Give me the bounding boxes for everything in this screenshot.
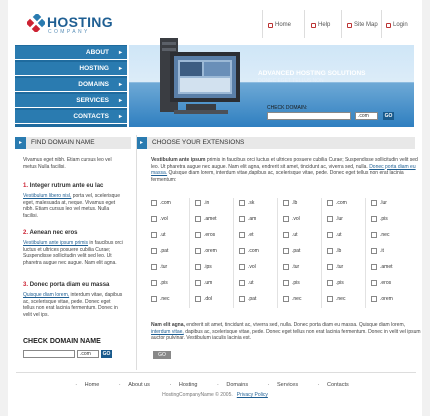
info-block-3 (23, 282, 123, 318)
extension-checkbox[interactable] (195, 232, 201, 238)
extension-checkbox[interactable] (195, 280, 201, 286)
extension-checkbox[interactable] (327, 296, 333, 302)
extension-option[interactable] (195, 296, 212, 302)
extension-option[interactable] (239, 200, 254, 206)
extension-option[interactable] (239, 264, 256, 270)
extension-label: .lb (336, 248, 342, 254)
extension-checkbox[interactable] (195, 296, 201, 302)
grid-divider (233, 198, 234, 308)
extension-label: .um (204, 280, 213, 286)
extension-option[interactable] (239, 248, 259, 254)
extension-option[interactable] (327, 232, 342, 238)
nav-label: CONTACTS (73, 113, 109, 120)
extension-checkbox[interactable] (239, 264, 245, 270)
block-title (23, 183, 123, 190)
toplink-login[interactable] (386, 22, 408, 28)
info-block-2 (23, 230, 123, 266)
extension-checkbox[interactable] (283, 296, 289, 302)
block-link[interactable]: Quisque diam lorem, (23, 292, 70, 298)
extension-checkbox[interactable] (283, 200, 289, 206)
extension-option[interactable] (371, 216, 388, 222)
block-number: 2. (23, 230, 29, 236)
nav-hosting[interactable] (15, 62, 127, 76)
extension-checkbox[interactable] (371, 232, 377, 238)
extension-checkbox[interactable] (327, 232, 333, 238)
info-block-1 (23, 183, 123, 219)
grid-divider (277, 198, 278, 308)
extension-label: .sk (248, 200, 255, 206)
extension-label: .pat (292, 248, 301, 254)
footer-copyright (8, 392, 422, 398)
block-body: in faucibus orci luctus et ultrices posuere cubilia Curae; Suspendisse sollicitudin velit sed leo. Ut pharetra augue nec augue. Nam elit agna. (23, 240, 123, 266)
extension-option[interactable] (239, 280, 254, 286)
extension-label: .lur (336, 216, 343, 222)
footer-link-home[interactable]: · Home (75, 382, 100, 388)
block-title (23, 230, 123, 237)
intro-link[interactable]: Donec porta diam eu massa. (151, 163, 416, 176)
extension-label: .pis (292, 280, 300, 286)
extension-option[interactable] (151, 296, 169, 302)
computer-monitor-image (140, 38, 242, 116)
extension-label: .nec (160, 296, 170, 302)
extension-label: .ut (248, 280, 254, 286)
extension-option[interactable] (371, 248, 384, 254)
extension-checkbox[interactable] (283, 216, 289, 222)
section-title: CHOOSE YOUR EXTENSIONS (152, 139, 245, 146)
extension-label: .nec (380, 232, 390, 238)
footer-link-label: About us (128, 382, 150, 388)
extension-label: .eros (204, 232, 216, 238)
extension-label: .ips (204, 264, 212, 270)
extension-option[interactable] (151, 200, 171, 206)
check-domain-box (23, 338, 123, 357)
extension-option[interactable] (283, 264, 299, 270)
extension-option[interactable] (283, 232, 298, 238)
grid-divider (321, 198, 322, 308)
extension-option[interactable] (151, 248, 168, 254)
block-heading: Integer rutrum ante eu lac (29, 183, 104, 189)
toplink-label: Home (275, 22, 292, 28)
extension-checkbox[interactable] (327, 248, 333, 254)
extension-checkbox[interactable] (371, 216, 377, 222)
extension-option[interactable] (327, 200, 347, 206)
footnote-bold: Nam elit agna, (151, 322, 185, 328)
extension-checkbox[interactable] (151, 248, 157, 254)
check-domain-title: CHECK DOMAIN NAME (23, 338, 101, 345)
extension-checkbox[interactable] (239, 248, 245, 254)
extension-option[interactable] (195, 280, 212, 286)
extension-option[interactable] (151, 216, 168, 222)
toplink-home[interactable] (268, 22, 291, 28)
nav-domains[interactable] (15, 78, 127, 92)
extension-checkbox[interactable] (151, 200, 157, 206)
extension-label: .tur (160, 264, 168, 270)
extension-label: .et (248, 232, 254, 238)
footer-link-about[interactable]: · About us (118, 382, 150, 388)
extension-checkbox[interactable] (371, 248, 377, 254)
extension-label: .pat (248, 296, 257, 302)
arrow-right-icon: ▸ (15, 137, 26, 149)
extension-option[interactable] (327, 296, 345, 302)
arrow-right-icon: ▸ (118, 114, 122, 120)
extension-option[interactable] (195, 232, 215, 238)
extension-label: .com (336, 200, 347, 206)
extension-checkbox[interactable] (151, 264, 157, 270)
footer-divider (16, 372, 416, 373)
extension-label: .orem (204, 248, 217, 254)
logo-mark-icon (27, 14, 45, 32)
check-go-button[interactable]: GO (102, 351, 111, 357)
block-link[interactable]: Vestibulum ante ipsum primis (23, 240, 89, 246)
divider (381, 10, 382, 38)
extension-checkbox[interactable] (283, 280, 289, 286)
arrow-right-icon: ▸ (118, 50, 122, 56)
section-title: FIND DOMAIN NAME (31, 139, 95, 146)
domain-input[interactable] (23, 350, 75, 358)
footnote-text: endrerit sit amet, tincidunt ac, viverra sed, nulla. Donec porta diam eu massa. Quisque diam lorem, (184, 322, 406, 328)
nav-label: SERVICES (76, 97, 109, 104)
block-text (23, 292, 123, 318)
extension-label: .pis (336, 280, 344, 286)
footer-nav (8, 382, 422, 388)
extension-label: .tur (292, 264, 300, 270)
extension-checkbox[interactable] (371, 280, 377, 286)
banner-headline: ADVANCED HOSTING SOLUTIONS (258, 70, 366, 77)
nav-label: DOMAINS (78, 81, 109, 88)
extension-label: .pat (160, 248, 169, 254)
footer-link-domains[interactable]: · Domains (217, 382, 249, 388)
logo-name: HOSTING (47, 14, 113, 30)
page (8, 0, 422, 416)
login-icon (386, 23, 391, 28)
extension-checkbox[interactable] (283, 232, 289, 238)
extension-checkbox[interactable] (151, 280, 157, 286)
extension-checkbox[interactable] (327, 216, 333, 222)
block-number: 3. (23, 282, 29, 288)
extension-label: .com (160, 200, 171, 206)
extension-option[interactable] (327, 280, 344, 286)
extension-label: .dol (204, 296, 213, 302)
column-divider (136, 135, 137, 370)
home-icon (268, 23, 273, 28)
extension-option[interactable] (239, 296, 256, 302)
logo-subtitle: COMPANY (48, 29, 90, 35)
arrow-right-icon: ▸ (118, 66, 122, 72)
nav-label: ABOUT (85, 49, 109, 56)
extension-option[interactable] (195, 264, 212, 270)
left-intro: Vivamus eget nibh. Etiam cursus leo vel metus Nulla facilisi. (23, 157, 112, 170)
extension-option[interactable] (371, 296, 393, 302)
block-body: interdum vitae, dapibus ac, scelerisque vitae, pede. Donec eget tellus non erat lacinia fermentum. Donec in velit vel ips. (23, 292, 123, 318)
extension-checkbox[interactable] (239, 280, 245, 286)
extension-label: .vol (292, 216, 300, 222)
tld-select[interactable] (77, 350, 99, 358)
extension-checkbox[interactable] (195, 248, 201, 254)
extension-label: .tur (336, 264, 344, 270)
extension-label: .orem (380, 296, 393, 302)
footer-link-contacts[interactable]: · Contacts (317, 382, 349, 388)
footer-link-services[interactable]: · Services (267, 382, 299, 388)
block-text (23, 193, 123, 219)
extension-option[interactable] (283, 280, 300, 286)
footer-link-label: Home (84, 382, 100, 388)
intro-bold: Vestibulum ante ipsum (151, 157, 206, 163)
extension-option[interactable] (195, 248, 217, 254)
extension-checkbox[interactable] (283, 264, 289, 270)
extension-option[interactable] (327, 264, 343, 270)
extension-option[interactable] (371, 280, 391, 286)
extensions-go-button[interactable]: GO (153, 351, 171, 359)
block-number: 1. (23, 183, 29, 189)
extension-option[interactable] (283, 216, 300, 222)
privacy-policy-link[interactable]: Privacy Policy (236, 392, 268, 398)
find-domain-header (15, 137, 131, 149)
extension-checkbox[interactable] (239, 216, 245, 222)
extensions-footnote (151, 322, 421, 342)
toplink-label: Site Map (354, 22, 378, 28)
arrow-right-icon: ▸ (118, 82, 122, 88)
toplink-help[interactable] (311, 22, 330, 28)
arrow-right-icon: ▸ (118, 98, 122, 104)
extension-label: .lb (292, 200, 298, 206)
extension-checkbox[interactable] (151, 216, 157, 222)
block-link[interactable]: Vestibulum libero nisl, (23, 193, 72, 199)
footer-link-label: Services (277, 382, 299, 388)
divider (304, 10, 305, 38)
extension-label: .in (204, 200, 210, 206)
divider (262, 10, 263, 38)
extensions-intro (151, 157, 421, 183)
nav-label: HOSTING (79, 65, 109, 72)
toplink-label: Login (393, 22, 408, 28)
extension-label: .ut (292, 232, 298, 238)
block-title (23, 282, 123, 289)
extension-label: .eros (380, 280, 392, 286)
extension-option[interactable] (151, 264, 167, 270)
extension-label: .pis (380, 216, 388, 222)
extension-label: .it (380, 248, 384, 254)
nav-about[interactable] (15, 46, 127, 60)
extension-checkbox[interactable] (327, 200, 333, 206)
extension-label: .nec (292, 296, 302, 302)
extension-label: .ut (160, 232, 166, 238)
main-nav (15, 45, 127, 127)
copyright-text: HostingCompanyName © 2005. (162, 392, 233, 398)
divider (341, 10, 342, 38)
extension-checkbox[interactable] (239, 296, 245, 302)
extension-label: .amet (380, 264, 393, 270)
extension-checkbox[interactable] (327, 280, 333, 286)
banner-domain-input[interactable] (267, 112, 351, 120)
extension-checkbox[interactable] (239, 200, 245, 206)
banner-go-button[interactable]: GO (384, 113, 393, 119)
toplink-label: Help (318, 22, 331, 28)
footnote-link[interactable]: interdum vitae, (151, 328, 184, 335)
extension-option[interactable] (371, 264, 393, 270)
extension-option[interactable] (283, 248, 300, 254)
extension-checkbox[interactable] (371, 296, 377, 302)
extension-label: .vol (160, 216, 168, 222)
extension-option[interactable] (327, 248, 341, 254)
tld-value: .com (358, 113, 369, 119)
extension-option[interactable] (283, 296, 301, 302)
block-body: porta vel, scelerisque eget, malesuada at, neque. Vivamus eget nibh. Etiam cursus leo vel metus. Nulla facilisi. (23, 193, 120, 219)
help-icon (311, 23, 316, 28)
intro-tail: Quisque diam lorem, interdum vitae,dapibus ac, scelerisque vitae, pede. Donec eget tellus non erat lacinia fermentum: (151, 170, 404, 183)
extension-option[interactable] (151, 280, 168, 286)
extension-checkbox[interactable] (195, 200, 201, 206)
extension-option[interactable] (239, 216, 256, 222)
extension-label: .ut (336, 232, 342, 238)
extension-option[interactable] (195, 200, 209, 206)
extension-label: .pis (160, 280, 168, 286)
nav-contacts[interactable] (15, 110, 127, 124)
sitemap-icon (347, 23, 352, 28)
toplink-sitemap[interactable] (347, 22, 378, 28)
extension-option[interactable] (283, 200, 297, 206)
extension-option[interactable] (327, 216, 343, 222)
block-heading: Aenean nec eros (29, 230, 78, 236)
tld-value: .com (80, 351, 91, 357)
extensions-grid (151, 198, 421, 310)
extension-checkbox[interactable] (371, 264, 377, 270)
extension-label: .am (248, 216, 257, 222)
logo[interactable] (27, 14, 127, 42)
banner-tld-select[interactable] (355, 112, 378, 120)
extension-checkbox[interactable] (283, 248, 289, 254)
footer-link-hosting[interactable]: · Hosting (169, 382, 198, 388)
grid-divider (189, 198, 190, 308)
extension-checkbox[interactable] (327, 264, 333, 270)
extension-option[interactable] (371, 200, 387, 206)
extension-option[interactable] (195, 216, 217, 222)
footer-link-label: Contacts (327, 382, 349, 388)
extension-label: .lur (380, 200, 387, 206)
banner-subline: DONEC EGET TELLUS NON (258, 78, 324, 84)
extension-checkbox[interactable] (239, 232, 245, 238)
block-text (23, 240, 123, 266)
extension-checkbox[interactable] (371, 200, 377, 206)
nav-services[interactable] (15, 94, 127, 108)
extension-option[interactable] (239, 232, 254, 238)
footer-link-label: Hosting (178, 382, 198, 388)
extension-checkbox[interactable] (195, 216, 201, 222)
extension-option[interactable] (371, 232, 389, 238)
extension-label: .com (248, 248, 259, 254)
footer-link-label: Domains (226, 382, 249, 388)
extensions-header (136, 137, 415, 149)
arrow-right-icon: ▸ (136, 137, 147, 149)
check-domain-label: CHECK DOMAIN: (267, 105, 308, 111)
extension-option[interactable] (151, 232, 166, 238)
extension-checkbox[interactable] (151, 296, 157, 302)
footnote-tail: dapibus ac, scelerisque vitae, pede. Donec eget tellus non erat lacinia fermentum. Donec in velit vel ipsum auctor pulvinar. Vestibulum iaculis lacinia est. (151, 328, 421, 341)
extension-checkbox[interactable] (195, 264, 201, 270)
intro-text: primis in faucibus orci luctus et ultrices posuere cubilia Curae; Suspendisse sollicitudin velit sed leo. Ut pharetra augue nec augue. Nam elit agna, endrerit sit amet, tincidunt ac, viverra sed, nulla. (151, 157, 418, 170)
grid-divider (365, 198, 366, 308)
extension-label: .amet (204, 216, 217, 222)
extension-label: .vol (248, 264, 256, 270)
extension-label: .nec (336, 296, 346, 302)
block-heading: Donec porta diam eu massa (29, 282, 110, 288)
extension-checkbox[interactable] (151, 232, 157, 238)
hero-banner (129, 45, 414, 127)
